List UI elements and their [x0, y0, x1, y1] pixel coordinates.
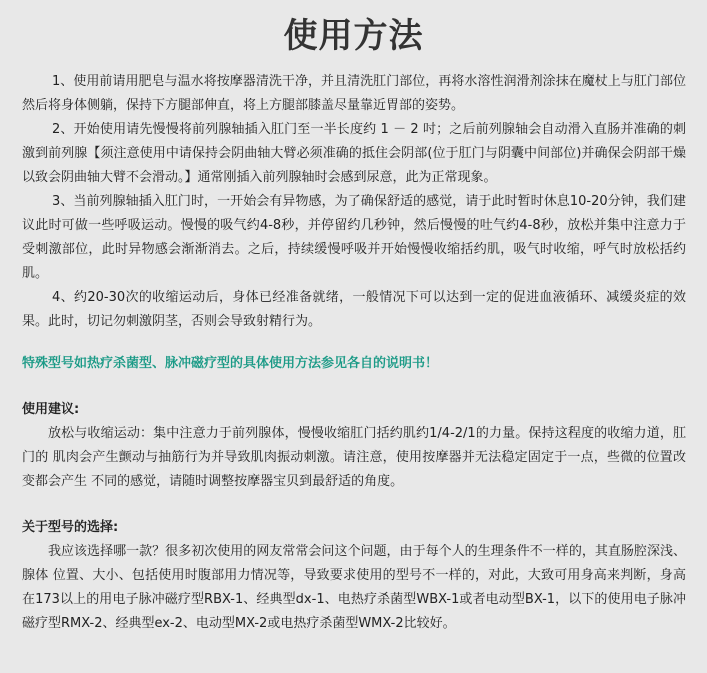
suggestion-heading: 使用建议: [22, 402, 80, 417]
step-2-paragraph: 2、开始使用请先慢慢将前列腺轴插入肛门至一半长度约 1 － 2 吋；之后前列腺轴会自动滑入直肠并准确的刺激到前列腺【须注意使用中请保持会阴曲轴大臂必须准确的抵住会阴部(位于肛门与阴囊中间部位)并确保会阴部干燥以致会阴曲轴大臂不会滑动。】通常刚插入前列腺轴时会感到尿意，此为正常现象。 [22, 122, 686, 185]
model-choice-text: 我应该选择哪一款？很多初次使用的网友常常会问这个问题，由于每个人的生理条件不一样的，其直肠腔深浅、腺体 位置、大小、包括使用时腹部用力情况等，导致要求使用的型号不一样的，对此，大致可用身高来判断，身高在173以上的用电子脉冲磁疗型RBX-1、经典型dx-1、电热疗杀菌型WBX-1或者电动型BX-1，以下的使用电子脉冲磁疗型RMX-2、经典型ex-2、电动型MX-2或电热疗杀菌型WMX-2比较好。 [22, 544, 686, 631]
step-1-paragraph: 1、使用前请用肥皂与温水将按摩器清洗干净，并且清洗肛门部位，再将水溶性润滑剂涂抹在魔杖上与肛门部位然后将身体侧躺，保持下方腿部伸直，将上方腿部膝盖尽量靠近胃部的姿势。 [22, 74, 686, 113]
instructions-body [22, 70, 686, 636]
step-4-paragraph: 4、约20-30次的收缩运动后，身体已经准备就绪，一般情况下可以达到一定的促进血液循环、减缓炎症的效果。此时，切记勿刺激阴茎，否则会导致射精行为。 [22, 290, 686, 329]
suggestion-text: 放松与收缩运动：集中注意力于前列腺体，慢慢收缩肛门括约肌约1/4-2/1的力量。保持这程度的收缩力道，肛门的 肌肉会产生颤动与抽筋行为并导致肌肉振动刺激。请注意，使用按摩器并无法稳定固定于一点，些微的位置改变都会产生 不同的感觉，请随时调整按摩器宝贝到最舒适的角度。 [22, 426, 686, 489]
special-model-note: 特殊型号如热疗杀菌型、脉冲磁疗型的具体使用方法参见各自的说明书！ [22, 356, 439, 371]
page-title: 使用方法 [283, 16, 424, 56]
step-3-paragraph: 3、当前列腺轴插入肛门时，一开始会有异物感，为了确保舒适的感觉，请于此时暂时休息10-20分钟，我们建议此时可做一些呼吸运动。慢慢的吸气约4-8秒，并停留约几秒钟，然后慢慢的吐气约4-8秒，放松并集中注意力于受刺激部位，此时异物感会渐渐消去。之后，持续缓慢呼吸并开始慢慢收缩括约肌，吸气时收缩，呼气时放松括约肌。 [22, 194, 686, 281]
model-choice-heading: 关于型号的选择: [22, 520, 119, 535]
